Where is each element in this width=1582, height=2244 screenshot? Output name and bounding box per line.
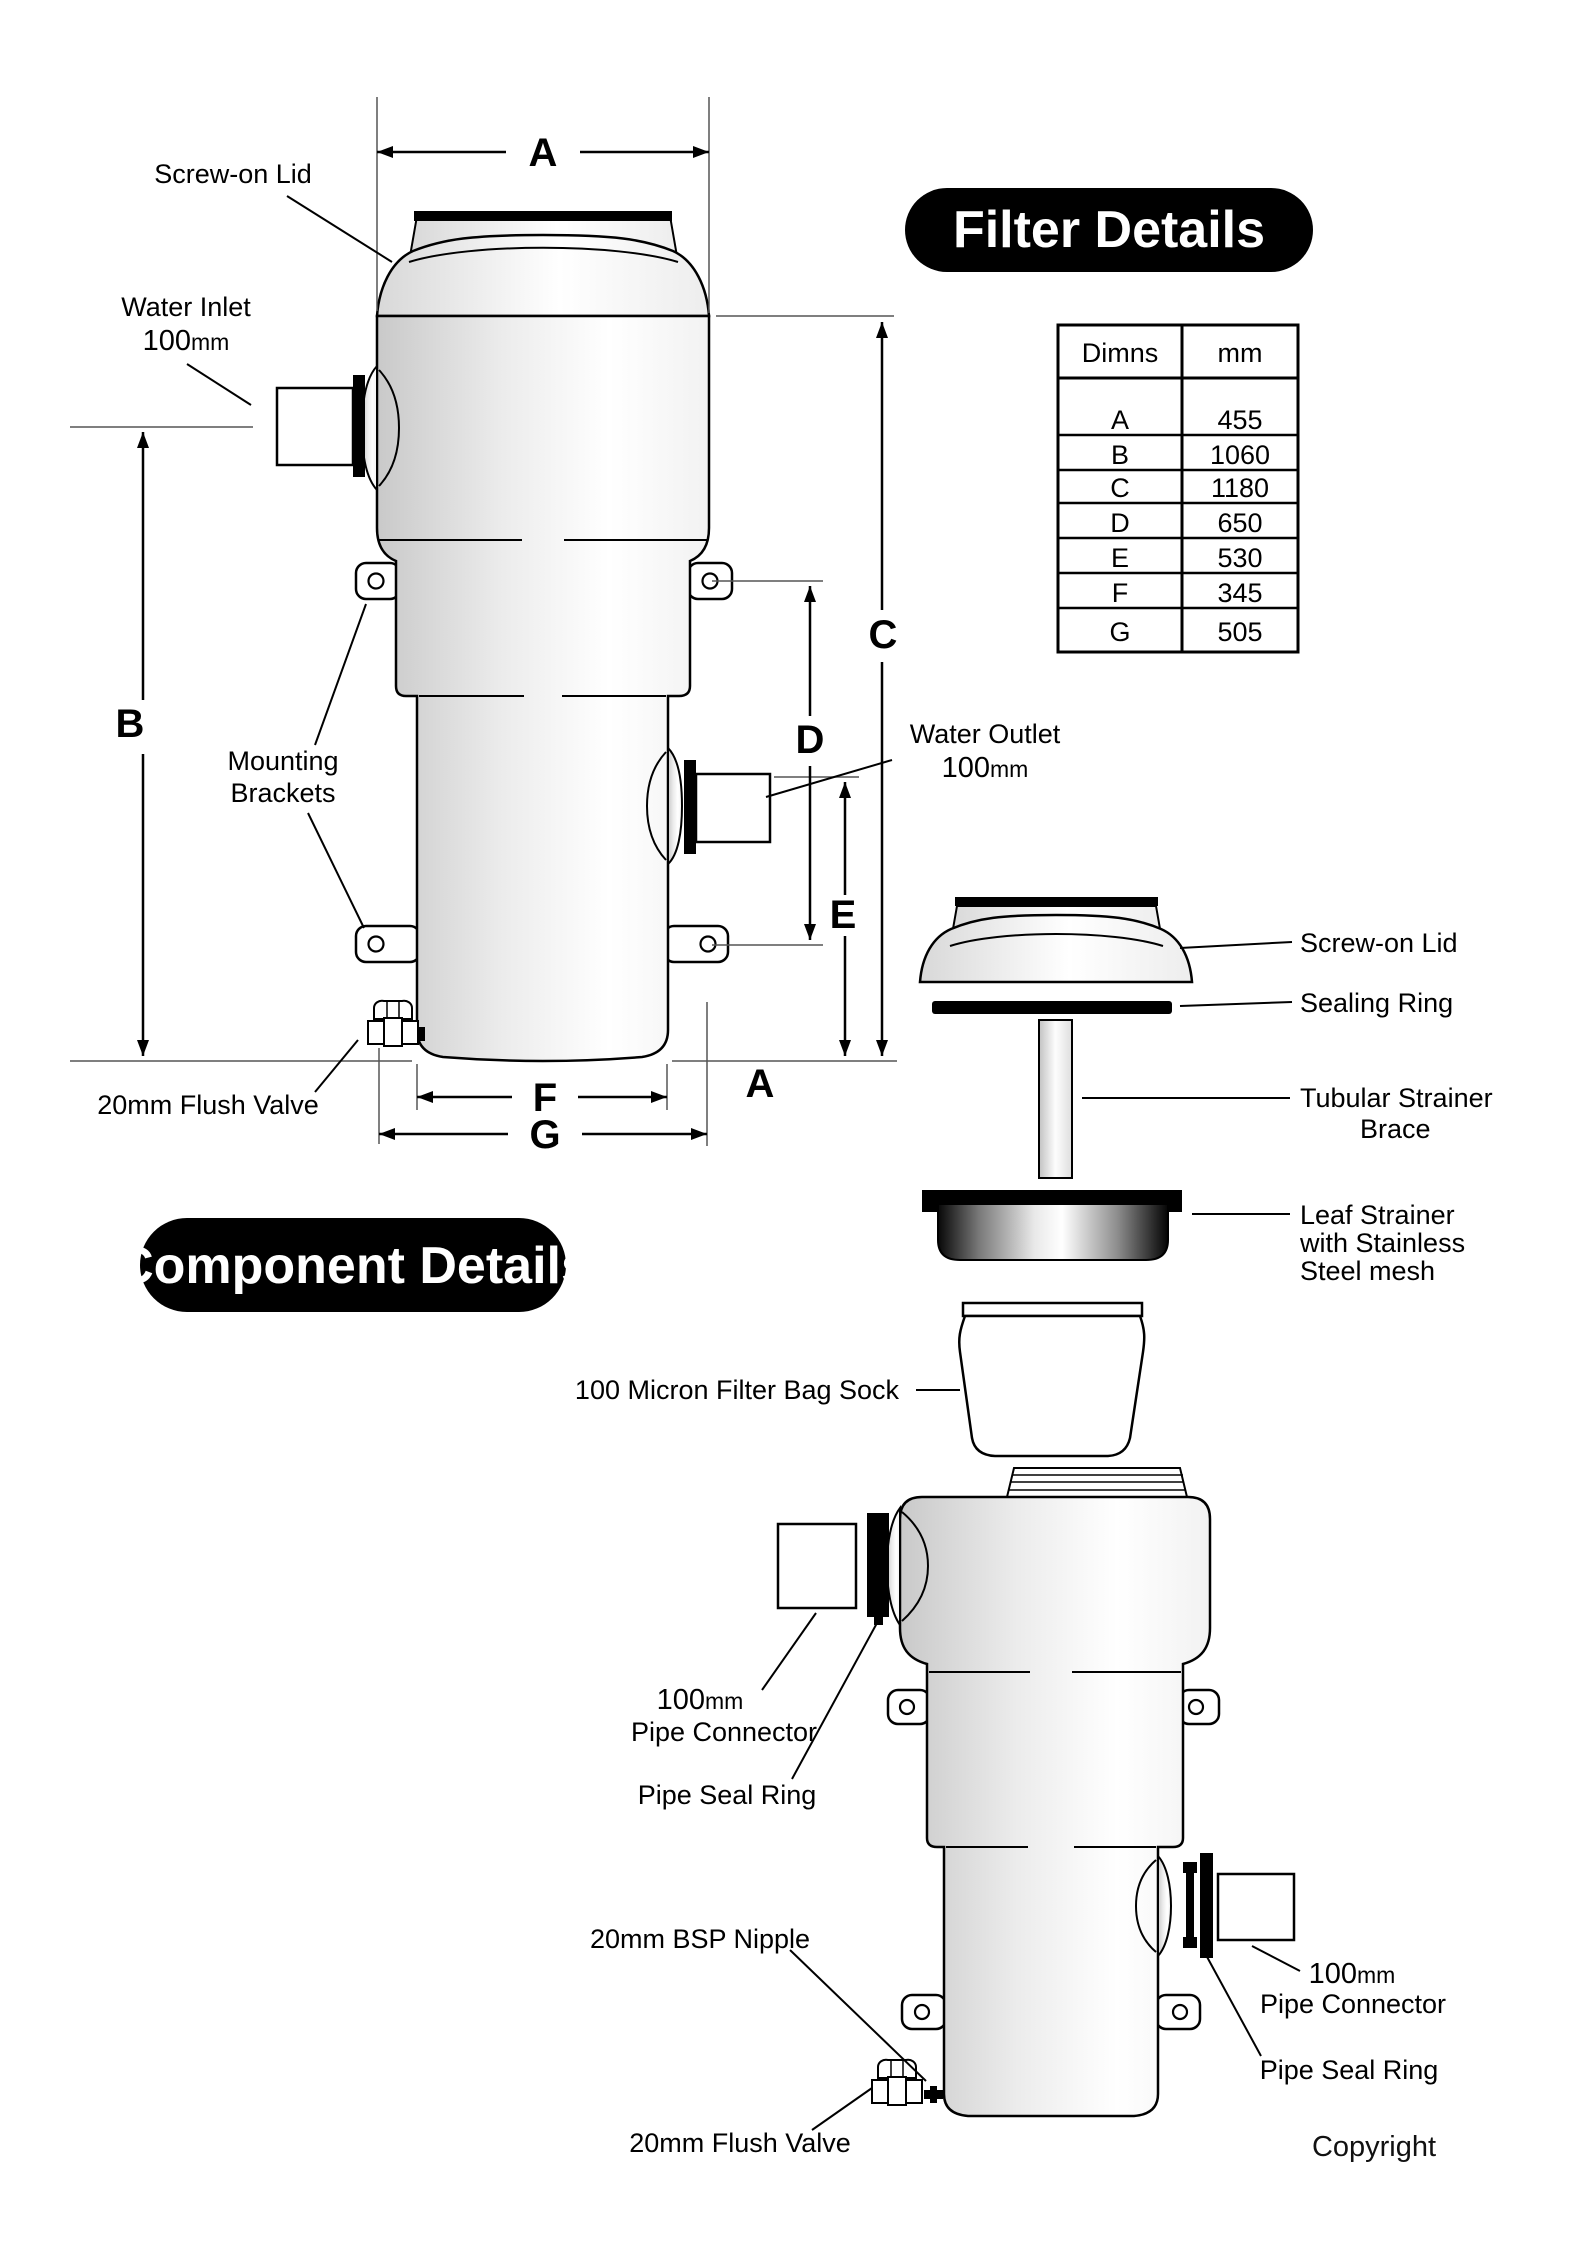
arrowhead bbox=[804, 924, 816, 940]
seal-ring-lip bbox=[1183, 1937, 1197, 1948]
table-cell-value: 505 bbox=[1217, 617, 1263, 647]
arrowhead bbox=[137, 1040, 149, 1056]
arrowhead bbox=[417, 1091, 433, 1103]
leader-line bbox=[1252, 1946, 1300, 1971]
outlet-seal-ring-inner bbox=[1186, 1872, 1194, 1940]
dim-label-a-bottom: A bbox=[745, 1062, 775, 1106]
inlet-pipe-connector bbox=[778, 1524, 856, 1608]
leader-line bbox=[1180, 1002, 1292, 1006]
dim-label-g: G bbox=[529, 1113, 561, 1157]
seal-ring-lip bbox=[1183, 1862, 1197, 1873]
leaf-strainer-label: with Stainless bbox=[1300, 1228, 1466, 1258]
arrowhead bbox=[876, 322, 888, 338]
dimension-table bbox=[1058, 325, 1298, 652]
bracket-hole bbox=[915, 2005, 929, 2019]
component-details-title: Component Details bbox=[116, 1237, 590, 1295]
outlet-seal-ring bbox=[684, 760, 696, 854]
bracket-hole bbox=[900, 1700, 914, 1714]
outlet-pipe-seal-ring bbox=[1200, 1853, 1213, 1958]
sealing-ring-label: Sealing Ring bbox=[1300, 988, 1454, 1018]
leader-line bbox=[187, 364, 251, 405]
leader-line bbox=[766, 760, 892, 797]
dim-label-d: D bbox=[795, 718, 825, 762]
bracket-hole bbox=[1173, 2005, 1187, 2019]
inlet-connector-unit: mm bbox=[705, 1688, 744, 1714]
table-cell-dim: B bbox=[1110, 440, 1130, 470]
dim-label-a: A bbox=[528, 131, 558, 175]
strainer-flange-lip bbox=[922, 1204, 938, 1212]
exploded-screw-on-lid-label: Screw-on Lid bbox=[1300, 928, 1458, 958]
outlet-boss bbox=[1158, 1856, 1171, 1956]
exploded-flush-valve-label: 20mm Flush Valve bbox=[629, 2128, 851, 2158]
arrowhead bbox=[377, 146, 393, 158]
outlet-connector-label: Pipe Connector bbox=[1259, 1989, 1447, 2019]
water-outlet-pipe bbox=[696, 774, 770, 842]
arrowhead bbox=[839, 782, 851, 798]
leaf-strainer-label: Steel mesh bbox=[1300, 1256, 1436, 1286]
dim-label-b: B bbox=[115, 702, 145, 746]
inlet-seal-ring bbox=[353, 375, 365, 477]
filter-body-outline bbox=[377, 316, 709, 1061]
table-cell-dim: A bbox=[1110, 405, 1130, 435]
leader-line bbox=[315, 604, 366, 745]
leaf-strainer-label: Leaf Strainer bbox=[1300, 1200, 1455, 1230]
filter-details-badge bbox=[905, 188, 1313, 272]
copyright-text: Copyright bbox=[1311, 2131, 1437, 2163]
strainer-brace bbox=[1039, 1020, 1072, 1178]
inlet-pipe-seal-ring bbox=[867, 1513, 889, 1617]
water-outlet-label: Water Outlet bbox=[909, 719, 1061, 749]
table-header-dim: Dimns bbox=[1081, 338, 1159, 368]
flush-valve-label: 20mm Flush Valve bbox=[97, 1090, 319, 1120]
leader-line bbox=[762, 1613, 816, 1690]
bsp-nipple-label: 20mm BSP Nipple bbox=[589, 1924, 811, 1954]
flush-valve bbox=[872, 2060, 922, 2105]
strainer-brace-label: Tubular Strainer bbox=[1300, 1083, 1493, 1113]
table-header-unit: mm bbox=[1217, 338, 1263, 368]
inlet-seal-ring-label: Pipe Seal Ring bbox=[637, 1780, 817, 1810]
leader-line bbox=[812, 2088, 872, 2130]
bracket-hole bbox=[701, 937, 716, 952]
table-cell-dim: E bbox=[1110, 543, 1130, 573]
strainer-brace-label: Brace bbox=[1360, 1114, 1431, 1144]
bracket-hole bbox=[369, 574, 384, 589]
strainer-flange bbox=[922, 1190, 1182, 1204]
bsp-nipple bbox=[924, 2086, 943, 2103]
filter-bag-sock-label: 100 Micron Filter Bag Sock bbox=[574, 1375, 900, 1405]
leader-line bbox=[792, 1623, 877, 1779]
table-cell-value: 530 bbox=[1217, 543, 1263, 573]
arrowhead bbox=[693, 146, 709, 158]
dim-label-c: C bbox=[868, 613, 898, 657]
outlet-seal-ring-label: Pipe Seal Ring bbox=[1259, 2055, 1439, 2085]
table-cell-dim: F bbox=[1111, 578, 1129, 608]
outlet-connector-unit: mm bbox=[1357, 1962, 1396, 1988]
water-outlet-size: 100 bbox=[941, 752, 990, 784]
filter-bag-sock bbox=[959, 1316, 1144, 1456]
arrowhead bbox=[691, 1128, 707, 1140]
table-cell-value: 1060 bbox=[1209, 440, 1271, 470]
lid-dome bbox=[920, 915, 1192, 982]
outlet-connector-size: 100 bbox=[1308, 1958, 1357, 1990]
flush-valve-nipple-stub bbox=[418, 1027, 425, 1041]
lid-top-strip bbox=[414, 211, 672, 221]
outlet-boss bbox=[668, 748, 682, 864]
leader-line bbox=[1206, 1955, 1261, 2056]
sock-rim bbox=[963, 1303, 1142, 1316]
arrowhead bbox=[804, 586, 816, 602]
water-inlet-size: 100 bbox=[142, 325, 191, 357]
table-cell-dim: C bbox=[1110, 473, 1130, 503]
flush-valve bbox=[368, 1001, 418, 1046]
mounting-brackets-label: Brackets bbox=[230, 778, 336, 808]
table-cell-dim: G bbox=[1109, 617, 1131, 647]
table-cell-value: 345 bbox=[1217, 578, 1263, 608]
mounting-brackets-label: Mounting bbox=[227, 746, 339, 776]
table-cell-value: 650 bbox=[1217, 508, 1263, 538]
leader-line bbox=[1180, 942, 1292, 948]
seal-ring-lip bbox=[874, 1617, 883, 1625]
sealing-ring bbox=[932, 1001, 1172, 1014]
arrowhead bbox=[137, 432, 149, 448]
arrowhead bbox=[379, 1128, 395, 1140]
arrowhead bbox=[876, 1040, 888, 1056]
water-inlet-unit: mm bbox=[191, 329, 230, 355]
arrowhead bbox=[651, 1091, 667, 1103]
screw-on-lid-label: Screw-on Lid bbox=[154, 159, 312, 189]
table-cell-value: 1180 bbox=[1210, 473, 1270, 503]
leader-line bbox=[315, 1040, 358, 1092]
dim-label-f: F bbox=[532, 1076, 558, 1120]
mounting-bracket bbox=[356, 926, 420, 962]
arrowhead bbox=[839, 1040, 851, 1056]
filter-details-title: Filter Details bbox=[952, 201, 1266, 259]
water-inlet-label: Water Inlet bbox=[121, 292, 251, 322]
inlet-connector-size: 100 bbox=[656, 1684, 705, 1716]
inlet-connector-label: Pipe Connector bbox=[630, 1717, 818, 1747]
mounting-bracket bbox=[664, 926, 728, 962]
table-cell-value: 455 bbox=[1217, 405, 1263, 435]
component-details-badge bbox=[116, 1218, 590, 1312]
bracket-hole bbox=[1189, 1700, 1203, 1714]
water-inlet-pipe bbox=[277, 388, 353, 465]
filter-exploded-view bbox=[778, 897, 1294, 2116]
table-cell-dim: D bbox=[1110, 508, 1130, 538]
lid-top-strip bbox=[955, 897, 1158, 906]
filter-side-view bbox=[277, 211, 770, 1061]
leader-line bbox=[308, 813, 364, 928]
water-outlet-unit: mm bbox=[990, 756, 1029, 782]
dim-label-e: E bbox=[829, 893, 857, 937]
bracket-hole bbox=[369, 937, 384, 952]
outlet-pipe-connector bbox=[1218, 1874, 1294, 1940]
leaf-strainer-basket bbox=[938, 1204, 1168, 1260]
